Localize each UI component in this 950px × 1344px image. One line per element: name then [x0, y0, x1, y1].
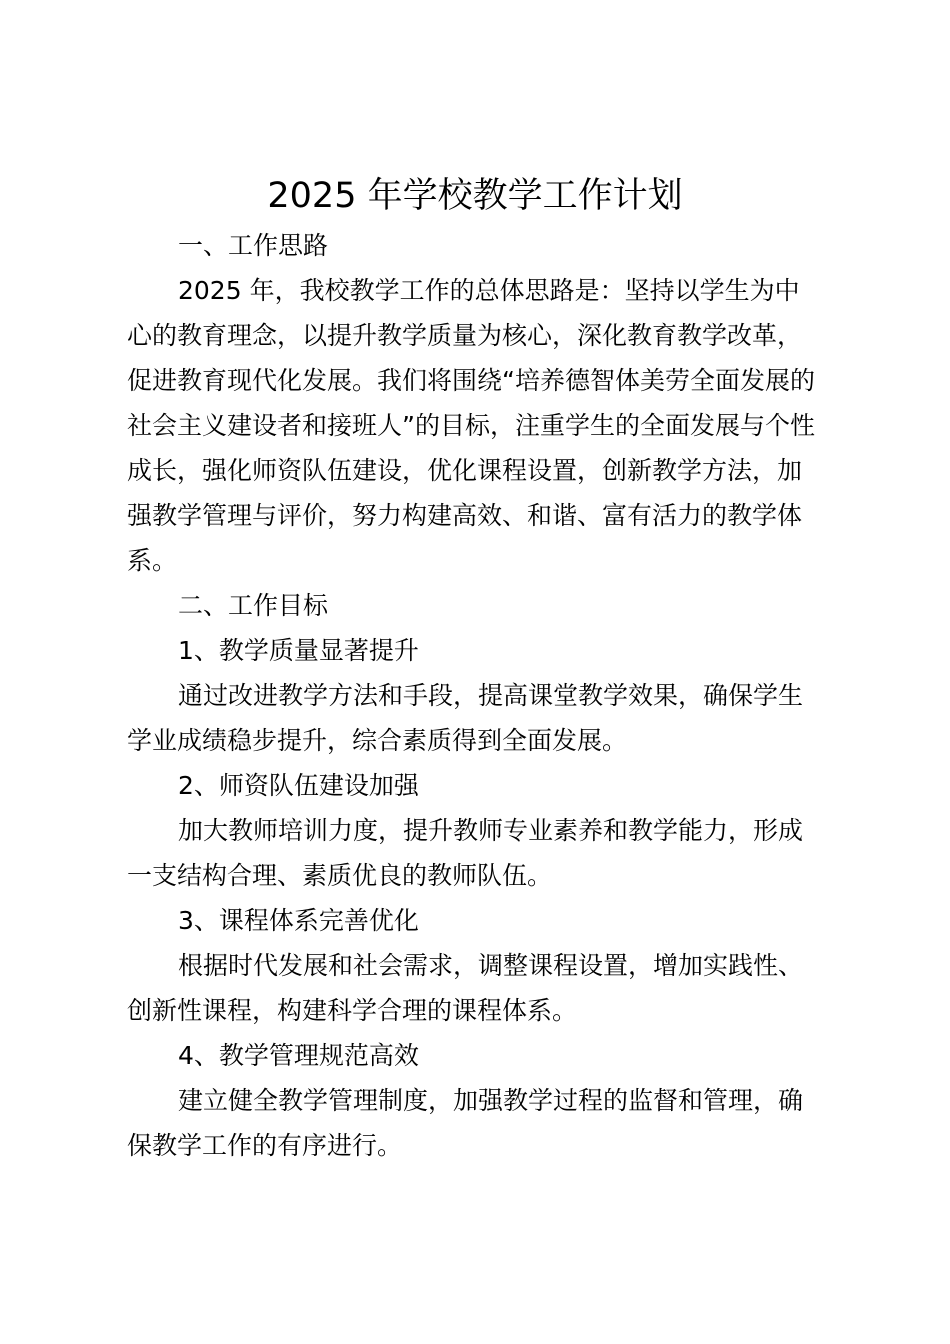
- section-heading: 二、工作目标: [178, 591, 329, 620]
- item-heading: 4、教学管理规范高效: [178, 1041, 419, 1070]
- paragraph-line: 成长，强化师资队伍建设，优化课程设置，创新教学方法，加: [127, 456, 803, 485]
- document-body: [127, 223, 847, 1168]
- paragraph-line: 系。: [127, 546, 178, 575]
- paragraph: [127, 268, 847, 583]
- section-work-goals: [127, 583, 847, 1168]
- section-work-approach: [127, 223, 847, 583]
- paragraph-line: 保教学工作的有序进行。: [127, 1131, 403, 1160]
- section-heading: 一、工作思路: [178, 231, 329, 260]
- paragraph-line: 一支结构合理、素质优良的教师队伍。: [127, 861, 553, 890]
- document-title: 2025 年学校教学工作计划: [267, 176, 683, 216]
- paragraph-line: 2025 年，我校教学工作的总体思路是：坚持以学生为中: [178, 276, 800, 305]
- paragraph-line: 心的教育理念，以提升教学质量为核心，深化教育教学改革，: [127, 321, 803, 350]
- goal-item-teacher-team: [127, 763, 847, 898]
- paragraph-line: 根据时代发展和社会需求，调整课程设置，增加实践性、: [178, 951, 804, 980]
- paragraph-line: 社会主义建设者和接班人”的目标，注重学生的全面发展与个性: [127, 411, 815, 440]
- paragraph-line: 建立健全教学管理制度，加强教学过程的监督和管理，确: [178, 1086, 804, 1115]
- goal-item-teaching-quality: [127, 628, 847, 763]
- item-heading: 1、教学质量显著提升: [178, 636, 419, 665]
- paragraph-line: 创新性课程，构建科学合理的课程体系。: [127, 996, 578, 1025]
- paragraph-line: 学业成绩稳步提升，综合素质得到全面发展。: [127, 726, 628, 755]
- goal-item-curriculum: [127, 898, 847, 1033]
- paragraph-line: 促进教育现代化发展。我们将围绕“培养德智体美劳全面发展的: [127, 366, 815, 395]
- item-heading: 3、课程体系完善优化: [178, 906, 419, 935]
- item-heading: 2、师资队伍建设加强: [178, 771, 419, 800]
- goal-item-teaching-management: [127, 1033, 847, 1168]
- paragraph-line: 强教学管理与评价，努力构建高效、和谐、富有活力的教学体: [127, 501, 803, 530]
- paragraph-line: 加大教师培训力度，提升教师专业素养和教学能力，形成: [178, 816, 804, 845]
- paragraph-line: 通过改进教学方法和手段，提高课堂教学效果，确保学生: [178, 681, 804, 710]
